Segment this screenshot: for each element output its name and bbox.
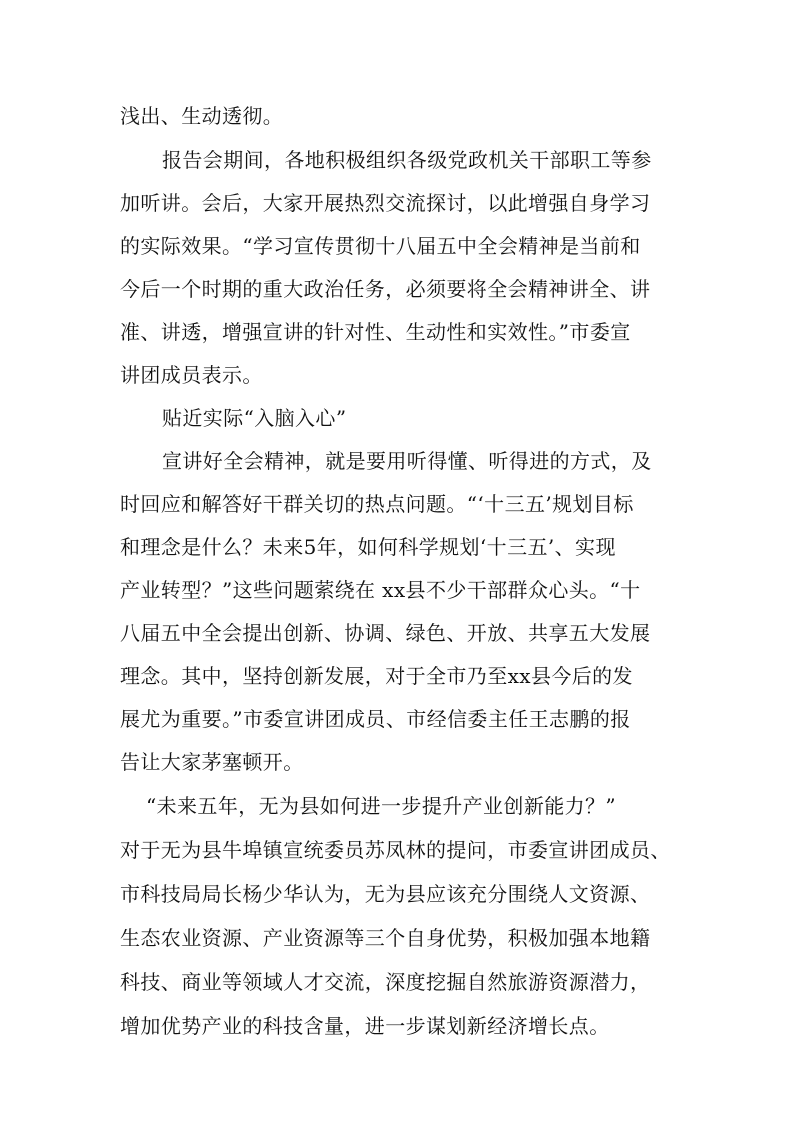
paragraph-line: 和理念是什么？未来5年，如何科学规划‘十三五’、实现 — [120, 535, 616, 559]
paragraph-line: 八届五中全会提出创新、协调、绿色、开放、共享五大发展 — [120, 621, 651, 645]
paragraph-line: 生态农业资源、产业资源等三个自身优势，积极加强本地籍 — [120, 926, 651, 950]
paragraph-line: 今后一个时期的重大政治任务，必须要将全会精神讲全、讲 — [120, 277, 651, 301]
paragraph-line: 时回应和解答好干群关切的热点问题。“‘十三五’规划目标 — [120, 492, 634, 516]
section-heading: 贴近实际“入脑入心” — [162, 406, 347, 430]
paragraph-line: 宣讲好全会精神，就是要用听得懂、听得进的方式，及 — [162, 449, 652, 473]
paragraph-line: 市科技局局长杨少华认为，无为县应该充分围绕人文资源、 — [120, 882, 651, 906]
paragraph-line: 科技、商业等领域人才交流，深度挖掘自然旅游资源潜力， — [120, 970, 651, 994]
paragraph-line: 准、讲透，增强宣讲的针对性、生动性和实效性。”市委宣 — [120, 320, 631, 344]
paragraph-line: “未来五年，无为县如何进一步提升产业创新能力？” — [146, 794, 617, 818]
paragraph-line: 产业转型？”这些问题萦绕在 xx县不少干部群众心头。“十 — [120, 578, 641, 602]
paragraph-line: 讲团成员表示。 — [120, 363, 263, 387]
paragraph-line: 的实际效果。“学习宣传贯彻十八届五中全会精神是当前和 — [120, 234, 641, 258]
paragraph-line: 加听讲。会后，大家开展热烈交流探讨，以此增强自身学习 — [120, 191, 651, 215]
paragraph-line: 增加优势产业的科技含量，进一步谋划新经济增长点。 — [120, 1014, 610, 1038]
paragraph-line: 对于无为县牛埠镇宣统委员苏凤林的提问，市委宣讲团成员、 — [120, 838, 671, 862]
paragraph-line: 告让大家茅塞顿开。 — [120, 750, 304, 774]
paragraph-line: 浅出、生动透彻。 — [120, 104, 284, 128]
paragraph-line: 理念。其中，坚持创新发展，对于全市乃至xx县今后的发 — [120, 664, 633, 688]
paragraph-line: 展尤为重要。”市委宣讲团成员、市经信委主任王志鹏的报 — [120, 707, 631, 731]
paragraph-line: 报告会期间，各地积极组织各级党政机关干部职工等参 — [162, 148, 652, 172]
